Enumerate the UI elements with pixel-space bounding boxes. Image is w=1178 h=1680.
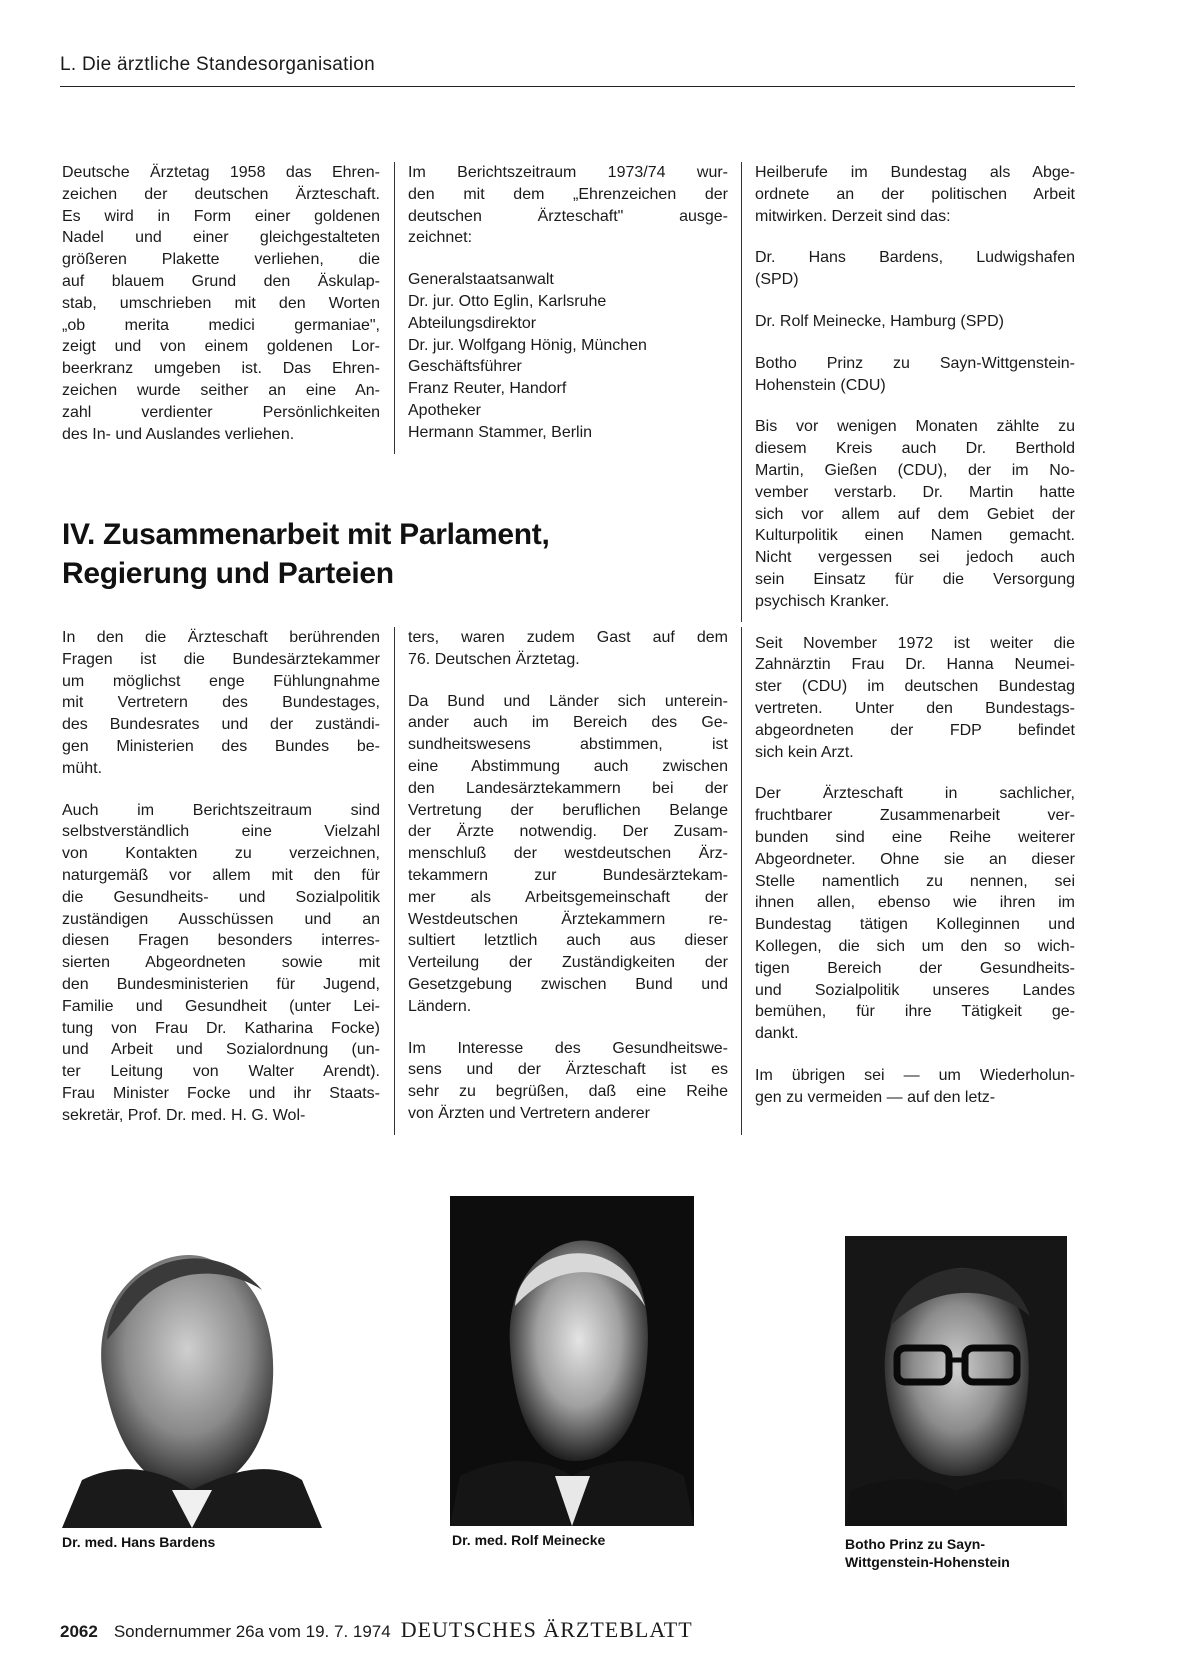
text-line: Zahnärztin Frau Dr. Hanna Neumei- xyxy=(755,656,1075,674)
text-line: tung von Frau Dr. Katharina Focke) xyxy=(62,1019,380,1037)
text-line: fruchtbarer Zusammenarbeit ver- xyxy=(755,807,1075,825)
right-column xyxy=(755,162,1075,1108)
list-item: Abteilungsdirektor xyxy=(408,314,537,332)
text-line: zeichnet: xyxy=(408,229,473,247)
text-line: sierten Abgeordneten sowie mit xyxy=(62,954,380,972)
text-line: Dr. Hans Bardens, Ludwigshafen xyxy=(755,249,1075,267)
column-divider xyxy=(741,162,742,622)
text-line: der Ärzte notwendig. Der Zusam- xyxy=(408,823,728,841)
list-item: Apotheker xyxy=(408,401,481,419)
paragraph xyxy=(755,416,1075,612)
text-line: diesem Kreis auch Dr. Berthold xyxy=(755,440,1075,458)
section-heading-line-2: Regierung und Parteien xyxy=(62,557,394,590)
text-line: Da Bund und Länder sich unterein- xyxy=(408,692,728,710)
section-column-1 xyxy=(62,627,380,1127)
text-line: Frau Minister Focke und ihr Staats- xyxy=(62,1084,380,1102)
text-line: Dr. Rolf Meinecke, Hamburg (SPD) xyxy=(755,312,1004,330)
paragraph xyxy=(408,162,728,249)
text-line: naturgemäß vor allem mit den für xyxy=(62,866,380,884)
text-line: menschluß der westdeutschen Ärz- xyxy=(408,845,728,863)
text-line: selbstverständlich eine Vielzahl xyxy=(62,823,380,841)
paragraph xyxy=(755,633,1075,764)
text-line: zeichen wurde seither an eine An- xyxy=(62,381,380,399)
paragraph xyxy=(755,162,1075,227)
list-item: Dr. jur. Wolfgang Hönig, München xyxy=(408,336,647,354)
paragraph xyxy=(755,353,1075,397)
text-line: zuständigen Ausschüssen und an xyxy=(62,910,380,928)
text-line: Abgeordneter. Ohne sie an dieser xyxy=(755,850,1075,868)
text-line: Im übrigen sei — um Wiederholun- xyxy=(755,1066,1075,1084)
page-footer xyxy=(60,1617,693,1643)
text-line: zeigt und von einem goldenen Lor- xyxy=(62,338,380,356)
text-line: Nicht vergessen sei jedoch auch xyxy=(755,549,1075,567)
text-line: 76. Deutschen Ärztetag. xyxy=(408,650,580,668)
text-line: Der Ärzteschaft in sachlicher, xyxy=(755,785,1075,803)
list-item: Geschäftsführer xyxy=(408,358,522,376)
text-line: stab, umschrieben mit den Worten xyxy=(62,294,380,312)
text-line: ihnen allen, ebenso wie ihren im xyxy=(755,894,1075,912)
text-line: mit Vertretern des Bundestages, xyxy=(62,694,380,712)
caption-line-2: Wittgenstein-Hohenstein xyxy=(845,1554,1010,1570)
text-line: Westdeutschen Ärztekammern re- xyxy=(408,910,728,928)
text-line: ter Leitung von Walter Arendt). xyxy=(62,1063,380,1081)
page-number: 2062 xyxy=(60,1622,98,1641)
text-line: Vertretung der beruflichen Belange xyxy=(408,801,728,819)
text-line: Deutsche Ärztetag 1958 das Ehren- xyxy=(62,164,380,181)
text-line: Es wird in Form einer goldenen xyxy=(62,207,380,225)
list-item: Franz Reuter, Handorf xyxy=(408,380,567,398)
portrait-photo-bardens xyxy=(62,1220,322,1528)
list-item: Dr. jur. Otto Eglin, Karlsruhe xyxy=(408,292,607,310)
text-line: Hohenstein (CDU) xyxy=(755,376,886,394)
text-line: Kulturpolitik einen Namen gemacht. xyxy=(755,527,1075,545)
text-line: tigen Bereich der Gesundheits- xyxy=(755,959,1075,977)
text-line: mer als Arbeitsgemeinschaft der xyxy=(408,888,728,906)
text-line: sundheitswesens abstimmen, ist xyxy=(408,736,728,754)
text-line: ander auch im Bereich des Ge- xyxy=(408,714,728,732)
top-column-1 xyxy=(62,162,380,445)
paragraph xyxy=(755,311,1075,333)
text-line: ordnete an der politischen Arbeit xyxy=(755,185,1075,203)
text-line: psychisch Kranker. xyxy=(755,592,890,610)
text-line: sultiert letztlich auch aus dieser xyxy=(408,932,728,950)
top-column-2 xyxy=(408,162,728,444)
text-line: zeichen der deutschen Ärzteschaft. xyxy=(62,185,380,203)
text-line: die Gesundheits- und Sozialpolitik xyxy=(62,888,380,906)
text-line: des In- und Auslandes verliehen. xyxy=(62,425,295,443)
paragraph xyxy=(408,1038,728,1125)
text-line: „ob merita medici germaniae", xyxy=(62,316,380,334)
text-line: Familie und Gesundheit (unter Lei- xyxy=(62,997,380,1015)
text-line: gen Ministerien des Bundes be- xyxy=(62,737,380,755)
text-line: Im Berichtszeitraum 1973/74 wur- xyxy=(408,164,728,181)
text-line: bunden sind eine Reihe weiterer xyxy=(755,828,1075,846)
text-line: ters, waren zudem Gast auf dem xyxy=(408,629,728,646)
text-line: sein Einsatz für die Versorgung xyxy=(755,570,1075,588)
paragraph xyxy=(408,627,728,671)
text-line: Heilberufe im Bundestag als Abge- xyxy=(755,164,1075,181)
photo-caption-bardens: Dr. med. Hans Bardens xyxy=(62,1534,216,1550)
text-line: vertreten. Unter den Bundestags- xyxy=(755,699,1075,717)
text-line: Martin, Gießen (CDU), der im No- xyxy=(755,461,1075,479)
text-line: dankt. xyxy=(755,1025,799,1043)
text-line: Nadel und einer gleichgestalteten xyxy=(62,229,380,247)
text-line: zahl verdienter Persönlichkeiten xyxy=(62,403,380,421)
text-line: sens und der Ärzteschaft ist es xyxy=(408,1061,728,1079)
column-divider xyxy=(394,162,395,454)
running-header: L. Die ärztliche Standesorganisation xyxy=(60,54,375,75)
header-rule xyxy=(60,86,1075,87)
list-item: Hermann Stammer, Berlin xyxy=(408,423,593,441)
section-heading xyxy=(62,515,662,593)
text-line: Bis vor wenigen Monaten zählte zu xyxy=(755,418,1075,436)
text-line: deutschen Ärzteschaft" ausge- xyxy=(408,207,728,225)
text-line: von Kontakten zu verzeichnen, xyxy=(62,845,380,863)
text-line: gen zu vermeiden — auf den letz- xyxy=(755,1088,996,1106)
text-line: sekretär, Prof. Dr. med. H. G. Wol- xyxy=(62,1106,306,1124)
text-line: um möglichst enge Fühlungnahme xyxy=(62,672,380,690)
text-line: und Sozialpolitik unseres Landes xyxy=(755,981,1075,999)
text-line: Botho Prinz zu Sayn-Wittgenstein- xyxy=(755,354,1075,372)
text-line: beerkranz umgeben ist. Das Ehren- xyxy=(62,360,380,378)
list-item: Generalstaatsanwalt xyxy=(408,271,554,289)
paragraph xyxy=(755,1065,1075,1109)
text-line: ster (CDU) im deutschen Bundestag xyxy=(755,678,1075,696)
issue-info: Sondernummer 26a vom 19. 7. 1974 xyxy=(113,1622,391,1641)
text-line: des Bundesrates und der zuständi- xyxy=(62,716,380,734)
caption-line-1: Botho Prinz zu Sayn- xyxy=(845,1536,985,1552)
text-line: eine Abstimmung auch zwischen xyxy=(408,757,728,775)
text-line: vember verstarb. Dr. Martin hatte xyxy=(755,483,1075,501)
text-line: auf blauem Grund den Äskulap- xyxy=(62,272,380,290)
paragraph xyxy=(62,162,380,445)
paragraph xyxy=(755,783,1075,1045)
text-line: Ländern. xyxy=(408,997,472,1015)
journal-title: DEUTSCHES ÄRZTEBLATT xyxy=(400,1617,693,1642)
portrait-photo-sayn-wittgenstein xyxy=(845,1236,1067,1526)
column-divider xyxy=(741,627,742,1135)
text-line: mitwirken. Derzeit sind das: xyxy=(755,207,951,225)
paragraph xyxy=(62,627,380,780)
text-line: von Ärzten und Vertretern anderer xyxy=(408,1104,650,1122)
text-line: Verteilung der Zuständigkeiten der xyxy=(408,954,728,972)
text-line: sehr zu begrüßen, daß eine Reihe xyxy=(408,1083,728,1101)
text-line: In den die Ärzteschaft berührenden xyxy=(62,629,380,646)
text-line: bemühen, für ihre Tätigkeit ge- xyxy=(755,1003,1075,1021)
text-line: Auch im Berichtszeitraum sind xyxy=(62,801,380,819)
text-line: Gesetzgebung zwischen Bund und xyxy=(408,975,728,993)
text-line: und Arbeit und Sozialordnung (un- xyxy=(62,1041,380,1059)
section-heading-line-1: IV. Zusammenarbeit mit Parlament, xyxy=(62,518,550,551)
text-line: Stelle namentlich zu nennen, sei xyxy=(755,872,1075,890)
text-line: abgeordneten der FDP befindet xyxy=(755,721,1075,739)
paragraph xyxy=(408,691,728,1018)
text-line: den Bundesministerien für Jugend, xyxy=(62,975,380,993)
photo-caption-sayn-wittgenstein xyxy=(845,1535,1010,1571)
text-line: tekammern zur Bundesärztekam- xyxy=(408,866,728,884)
paragraph xyxy=(62,800,380,1127)
text-line: diesen Fragen besonders interres- xyxy=(62,932,380,950)
paragraph xyxy=(755,247,1075,291)
text-line: den mit dem „Ehrenzeichen der xyxy=(408,185,728,203)
photo-caption-meinecke: Dr. med. Rolf Meinecke xyxy=(452,1532,606,1548)
text-line: Fragen ist die Bundesärztekammer xyxy=(62,650,380,668)
text-line: größeren Plakette verliehen, die xyxy=(62,251,380,269)
text-line: sich kein Arzt. xyxy=(755,743,854,761)
text-line: sich vor allem auf dem Gebiet der xyxy=(755,505,1075,523)
text-line: Seit November 1972 ist weiter die xyxy=(755,634,1075,652)
column-divider xyxy=(394,627,395,1135)
text-line: Bundestag tätigen Kolleginnen und xyxy=(755,916,1075,934)
text-line: (SPD) xyxy=(755,271,799,289)
portrait-photo-meinecke xyxy=(450,1196,694,1526)
text-line: müht. xyxy=(62,759,103,777)
section-column-2 xyxy=(408,627,728,1125)
text-line: Im Interesse des Gesundheitswe- xyxy=(408,1039,728,1057)
text-line: den Landesärztekammern bei der xyxy=(408,779,728,797)
text-line: Kollegen, die sich um den so wich- xyxy=(755,937,1075,955)
